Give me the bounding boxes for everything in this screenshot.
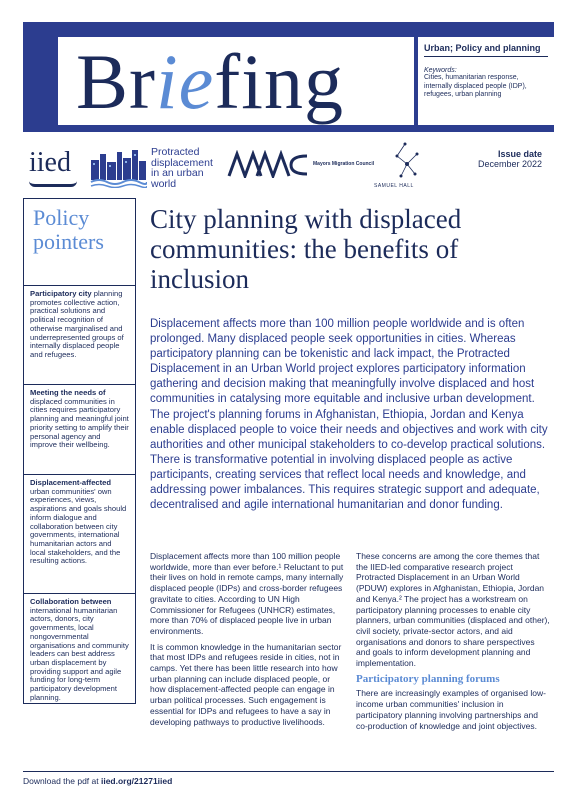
policy-pointer — [23, 384, 136, 475]
policy-pointer-text: planning promotes collective action, practical solutions and political recognition of otherwise marginalised and underrepresented groups of internally displaced people and refugees. — [30, 289, 124, 359]
download-link[interactable]: iied.org/21271iied — [100, 776, 173, 786]
samuel-hall-icon — [385, 142, 425, 184]
policy-pointer-text: displaced communities in cities requires participatory planning and meaningful joint priority setting to amplify their personal agency and improve their wellbeing. — [30, 396, 129, 450]
samuel-hall-text: SAMUEL HALL — [374, 183, 414, 189]
briefing-title-part3: fing — [214, 38, 344, 125]
briefing-title-part1: Br — [76, 38, 156, 125]
policy-pointer — [23, 474, 136, 594]
article-intro: Displacement affects more than 100 million people worldwide and is often prolonged. Many displaced people seek opportunities in cities. Whereas participatory planning can be tokenistic and lack impact, the Protracted Displacement in an Urban World project explores participatory information gathering and decision making that meaningfully involve displaced and host communities in catalysing more equitable and inclusive urban development. The project's planning forums in Afghanistan, Ethiopia, Jordan and Kenya enable displaced people to voice their needs and objectives and work with city authorities and other municipal stakeholders to co-develop practical solutions. There is transformative potential in involving displaced people as active participants, creating services that reflect local needs and knowledge, and addressing power imbalances. This requires strategic support and adequate, decentralised and agile international humanitarian and donor funding. — [150, 318, 548, 512]
policy-pointer — [23, 593, 136, 704]
issue-date-label: Issue date — [497, 149, 542, 159]
keywords-text: Cities, humanitarian response, internally displaced people (IDP), refugees, urban planning — [424, 74, 527, 98]
iied-logo: iied — [29, 147, 71, 178]
footer-prefix: Download the pdf at — [23, 776, 99, 786]
body-paragraph: Displacement affects more than 100 million people worldwide, more than ever before.¹ Reluctant to put their lives on hold in remote camps, many internally displaced people (IDPs) and cross-border refugees gravitate to cities. According to UN High Commissioner for Refugees (UNHCR) estimates, more than 70% of displaced people live in urban environments. — [150, 551, 344, 636]
policy-pointer-lead: Participatory city — [30, 289, 92, 298]
article-headline: City planning with displaced communities: the benefits of inclusion — [150, 204, 462, 294]
pdu-line1: Protracted — [151, 146, 200, 158]
briefing-banner — [23, 22, 554, 132]
issue-date-value: December 2022 — [477, 159, 542, 169]
body-paragraph: These concerns are among the core themes that the IIED-led comparative research project Protracted Displacement in an Urban World (PDUW) explores in Afghanistan, Ethiopia, Jordan and Kenya.² The project has a workstream on participatory planning processes to enable city planners, urban communities (displaced and other), civil society, private-sector actors, and aid organisations and donors to share perspectives and goals to inform development planning and implementation. — [356, 551, 550, 669]
briefing-title — [76, 39, 344, 125]
policy-pointer-lead: Meeting the needs of — [30, 388, 106, 397]
series-box — [418, 37, 554, 125]
body-paragraph: It is common knowledge in the humanitarian sector that most IDPs and refugees reside in cities, not in camps. Yet there has been little research into how urban planning can include displaced people, or how displacement-affected people can engage in urban political processes. Such engagement is essential for IDPs and refugees to have a say in developing pathways to productive livelihoods. — [150, 641, 342, 727]
mmc-logo-text: Mayors Migration Council — [313, 161, 375, 167]
partner-logos — [23, 142, 554, 192]
city-skyline-icon — [89, 146, 147, 188]
policy-pointer-lead: Collaboration between — [30, 597, 112, 606]
iied-logo-swoosh — [29, 181, 77, 187]
policy-pointers-title-line1: Policy — [33, 205, 90, 230]
body-column-right — [356, 551, 551, 736]
pdu-line2: displacement — [151, 156, 213, 169]
briefing-title-part2: ie — [156, 38, 215, 125]
issue-date-block — [478, 149, 542, 169]
footer — [23, 776, 172, 786]
section-heading: Participatory planning forums — [356, 672, 500, 685]
policy-pointers-heading-box — [23, 198, 136, 286]
footer-divider — [23, 771, 554, 772]
body-column-left — [150, 551, 345, 732]
mmc-logo-icon — [227, 150, 317, 178]
briefing-title-box — [58, 37, 414, 125]
policy-pointer-text: international humanitarian actors, donors, city governments, local nongovernmental organisations and community leaders can best address urban displacement by providing support and agile funding for long-term participatory development planning. — [30, 605, 129, 702]
pdu-line3: in an urban — [151, 167, 204, 179]
policy-pointer — [23, 285, 136, 385]
body-paragraph: There are increasingly examples of organised low-income urban communities' inclusion in participatory planning involving partnerships and co-production of knowledge and joint objectives. — [356, 688, 546, 731]
series-label: Urban; Policy and planning — [424, 43, 548, 57]
policy-pointers-title-line2: pointers — [33, 229, 104, 254]
pdu-line4: world — [151, 177, 177, 190]
policy-pointer-lead: Displacement-affected — [30, 478, 112, 487]
keywords-label: Keywords: — [424, 67, 457, 74]
pdu-logo-text — [151, 147, 213, 189]
policy-pointer-text: urban communities' own experiences, views, aspirations and goals should inform dialogue and collaboration between city governments, international humanitarian actors and local stakeholders, and the resulting actions. — [30, 486, 127, 566]
